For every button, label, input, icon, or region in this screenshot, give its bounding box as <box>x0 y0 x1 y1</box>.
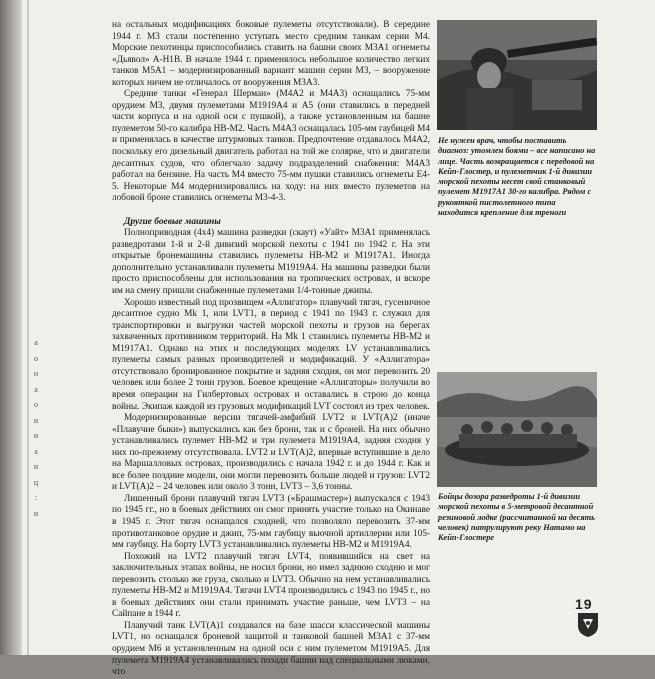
facing-page-letter: о <box>34 400 38 409</box>
facing-page-letter: а <box>34 384 38 394</box>
paragraph: Похожий на LVT2 плавучий тягач LVT4, появившийся на свет на заключительных этапах войны, не носил брони, но имел заднюю сходню и мог перевозить столько же груза, сколько и LVT3. Обычно на нем устанавливались пулеметы НВ-М2 и М1919А4. Тягачи LVT4 производились с 1943 по 1945 г., но в боевых действиях они стали принимать участие раньше, чем LVT3 – на Сайпане в 1944 г. <box>112 551 430 620</box>
paragraph: Плавучий танк LVT(A)1 создавался на базе шасси классической машины LVT1, но оснащался броневой защитой и танковой башней М3А1 с 37-мм орудием М6 и установленным на одной оси с ним пулеметом М1919А5. Для пулемета М1919А4 устанавливались позади башни над специальными люками, что <box>112 620 430 678</box>
facing-page-letters <box>30 335 42 521</box>
facing-page-letter: и <box>33 415 39 425</box>
main-text-column <box>112 20 430 679</box>
facing-page-letter: а <box>34 338 38 347</box>
shield-emblem-icon <box>577 612 599 638</box>
paragraph: Хорошо известный под прозвищем «Аллигатор» плавучий тягач, гусеничное десантное судно Mk 1, или LVT1, в период с 1941 по 1943 г. служил для транспортировки и выгрузки частей морской пехоты и грузов на берегах захваченных противником территорий. На Mk 1 ставились пулеметы НВ-М2 и М1917А1. Однако на этих и последующих моделях LV устанавливались пулеметы самых разных производителей и модификаций. У «Аллигатора» отсутствовало бронированное покрытие и задняя сходня, он мог перевозить 20 человек или более 2 тонн грузов. Боевое крещение «Аллигаторы» получили во время операции на Гилбертовых островах и оставались в строю до конца войны. Экипаж каждой из грузовых модификаций LVT состоял из трех человек. <box>112 297 430 412</box>
paragraph: на остальных модификациях боковые пулеметы отсутствовали). В середине 1944 г. М3 стали постепенно уступать место средним танкам серии М4. Морские пехотинцы приспособились ставить на башни своих М3А1 огнеметы «Дьявол» А-Н1В. В начале 1944 г. применялось небольшое количество легких танков М5А1 – модернизированный вариант машин серии М3, – вооружение которых ничем не отличалось от вооружения М3А3. <box>112 20 430 88</box>
paragraph: Полноприводная (4x4) машина разведки (скаут) «Уайт» М3А1 применялась разведротами 1-й и 2-й дивизий морской пехоты с 1941 по 1942 г. На эти открытые бронемашины ставились пулеметы НВ-М2 и М1917А1. Иногда дополнительно устанавливали пулеметы М1919А4. На машины разведки были просто приспособлены для использования на тропических островах, и вскоре им на смену пришли снабженные пулеметами 1/4-тонные джипы. <box>112 228 430 297</box>
facing-page-letter: о <box>34 353 38 363</box>
section-heading: Другие боевые машины <box>124 216 221 227</box>
paragraph: Модернизированные версии тягачей-амфибий LVT2 и LVT(A)2 (иначе «Плавучие быки») выпускались как без брони, так и с броней. На них обычно устанавливались пулемет НВ-М2 и три пулемета М1919А4, задняя сходня у них по-прежнему отсутствовала. LVT2 и LVT(A)2, впервые вступившие в дело на Маршалловых островах, производились с начала 1942 г. и до 1944 г. Как и все более поздние модели, они могли перевозить больше людей и грузов: LVT2 и LVT(A)2 – 24 человек или около 3 тонн, LVT3 – 3,6 тонны. <box>112 413 430 493</box>
photo-rubber-boat-patrol <box>437 372 597 487</box>
facing-page-letter: н <box>33 369 39 378</box>
paragraph: Средние танки «Генерал Шерман» (М4А2 и М4А3) оснащались 75-мм орудием М3, двумя пулеметами М1919А4 и А5 (они ставились в передней части корпуса и на одной оси с пушкой), а также установленным на башне пулеметом 50-го калибра НВ-М2. Часть М4А3 оснащалась 105-мм гаубицей М4 и применялась в качестве штурмовых танков. Предпочтение отдавалось М4А2, поскольку его дизельный двигатель работал на той же солярке, что и двигатели десантных судов, что облегчало задачу подразделений снабжения: М4А3 работал на бензине. На часть М4 вместо 75-мм пушки ставились огнеметы Е4-5. Некоторые М4 модернизировались на ходу: на них вместо пулеметов на лобовой броне ставились огнеметы М3-4-3. <box>112 89 430 204</box>
text-block-before-heading <box>112 20 430 205</box>
facing-page-letter: а <box>34 446 38 456</box>
photo-machine-gunner <box>437 20 597 130</box>
photo-caption-top: Не нужен врач, чтобы поставить диагноз: утомлен боями – все написано на лице. Часть возвращается с передовой на Кейп-Глостер, и пулеметчик 1-й дивизии морской пехоты несет свой станковый пулемет М1917А1 30-го калибра. Рядом с рукояткой пистолетного типа находится крепление для треноги <box>438 136 596 218</box>
photo-caption-bottom: Бойцы дозора разведроты 1-й дивизии морской пехоты в 5-метровой десантной резиновой лодке (рассчитанной на десять человек) патрулируют реку Натамо на Кейп-Глостере <box>438 492 596 543</box>
facing-page-letter: и <box>33 431 39 440</box>
text-block-after-heading <box>112 228 430 678</box>
photo-soldier-illustration <box>437 20 597 130</box>
facing-page-letter: и <box>33 462 39 471</box>
facing-page-letter: ц <box>33 477 39 487</box>
photo-boat-illustration <box>437 372 597 487</box>
facing-page-edge <box>27 0 29 655</box>
facing-page-letter: : <box>34 493 38 502</box>
facing-page-letter: и <box>33 508 39 518</box>
page-number: 19 <box>575 596 593 612</box>
book-binding-shadow <box>0 0 22 655</box>
paragraph: Лишенный брони плавучий тягач LVT3 («Брашмастер») выпускался с 1943 по 1945 гг., но в боевых действиях он смог принять участие только на Окинаве в 1945 г. Этот тягач оснащался сходней, что позволяло перевозить 37-мм противотанковое орудие и джип, 75-мм гаубицу вьючной артиллерии или 105-мм гаубицу. На борту LVT3 устанавливались пулеметы НВ-М2 и М1919А4. <box>112 493 430 551</box>
